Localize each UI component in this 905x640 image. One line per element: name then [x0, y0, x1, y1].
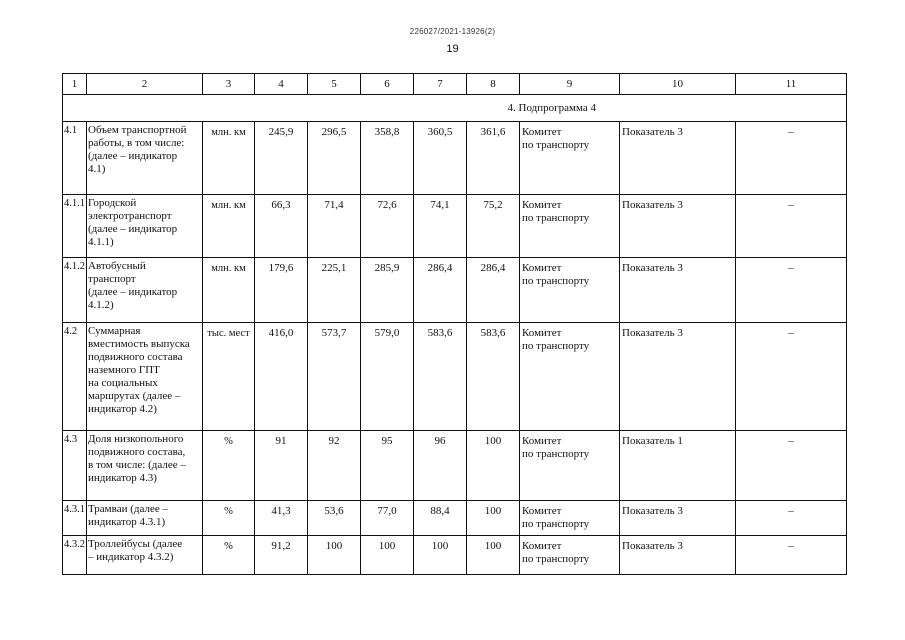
row-code: 4.3.1 — [63, 501, 87, 536]
executor-line: по транспорту — [522, 518, 590, 530]
executor-line: Комитет — [522, 327, 562, 339]
indicator-name-line: в том числе: (далее – — [88, 459, 186, 471]
indicator-name-line: индикатор 4.3) — [88, 472, 157, 484]
header-row — [63, 74, 847, 95]
executor-line: Комитет — [522, 126, 562, 138]
page-number: 19 — [446, 43, 459, 55]
value-cell-8: 361,6 — [467, 122, 520, 195]
indicator-name-line: 4.1) — [88, 163, 106, 175]
table-row — [63, 536, 847, 575]
value-cell-5: 573,7 — [308, 323, 361, 431]
value-cell-7: 96 — [414, 431, 467, 501]
value-cell-8: 100 — [467, 536, 520, 575]
indicator-name-line: – индикатор 4.3.2) — [88, 551, 174, 563]
value-cell-5: 100 — [308, 536, 361, 575]
indicator-name-line: Троллейбусы (далее — [88, 538, 183, 550]
value-cell-6: 579,0 — [361, 323, 414, 431]
document-number: 226027/2021-13926(2) — [409, 27, 496, 36]
indicator-name-line: Объем транспортной — [88, 124, 187, 136]
row-code: 4.1.2 — [63, 258, 87, 323]
table-row — [63, 323, 847, 431]
value-cell-4: 416,0 — [255, 323, 308, 431]
indicator-name — [87, 258, 203, 323]
subprogram-row — [63, 95, 847, 122]
column-header: 10 — [620, 74, 736, 95]
column-header: 3 — [203, 74, 255, 95]
indicator-name-line: маршрутах (далее – — [88, 390, 181, 402]
column-11-cell: – — [736, 536, 847, 575]
value-cell-7: 583,6 — [414, 323, 467, 431]
value-cell-8: 100 — [467, 431, 520, 501]
row-code: 4.3 — [63, 431, 87, 501]
executor-line: Комитет — [522, 262, 562, 274]
indicator-name-line: транспорт — [88, 273, 136, 285]
indicator-name-line: (далее – индикатор — [88, 223, 178, 235]
executor-cell — [520, 195, 620, 258]
value-cell-5: 296,5 — [308, 122, 361, 195]
column-11-cell: – — [736, 501, 847, 536]
value-cell-5: 92 — [308, 431, 361, 501]
indicator-name-line: подвижного состава — [88, 351, 183, 363]
indicator-link-cell: Показатель 3 — [620, 195, 736, 258]
column-11-cell: – — [736, 122, 847, 195]
indicator-name-line: Городской — [88, 197, 137, 209]
value-cell-7: 100 — [414, 536, 467, 575]
executor-line: Комитет — [522, 199, 562, 211]
row-code: 4.2 — [63, 323, 87, 431]
column-header: 8 — [467, 74, 520, 95]
row-code: 4.1 — [63, 122, 87, 195]
row-code: 4.3.2 — [63, 536, 87, 575]
column-11-cell: – — [736, 431, 847, 501]
executor-cell — [520, 536, 620, 575]
value-cell-4: 91 — [255, 431, 308, 501]
indicator-link-cell: Показатель 3 — [620, 323, 736, 431]
value-cell-7: 74,1 — [414, 195, 467, 258]
column-header: 2 — [87, 74, 203, 95]
indicator-name — [87, 323, 203, 431]
indicator-name-line: работы, в том числе: — [88, 137, 185, 149]
indicator-name — [87, 536, 203, 575]
indicator-name-line: индикатор 4.3.1) — [88, 516, 166, 528]
unit-cell: % — [203, 431, 255, 501]
executor-cell — [520, 501, 620, 536]
value-cell-4: 91,2 — [255, 536, 308, 575]
value-cell-8: 583,6 — [467, 323, 520, 431]
executor-cell — [520, 431, 620, 501]
unit-cell: % — [203, 501, 255, 536]
value-cell-6: 100 — [361, 536, 414, 575]
executor-line: по транспорту — [522, 448, 590, 460]
unit-cell: млн. км — [203, 122, 255, 195]
indicator-name-line: (далее – индикатор — [88, 150, 178, 162]
indicator-name-line: 4.1.2) — [88, 299, 114, 311]
indicator-link-cell: Показатель 3 — [620, 536, 736, 575]
column-header: 7 — [414, 74, 467, 95]
indicator-name-line: (далее – индикатор — [88, 286, 178, 298]
value-cell-4: 41,3 — [255, 501, 308, 536]
indicator-name — [87, 431, 203, 501]
column-11-cell: – — [736, 323, 847, 431]
unit-cell: тыс. мест — [203, 323, 255, 431]
indicator-name-line: индикатор 4.2) — [88, 403, 157, 415]
value-cell-8: 75,2 — [467, 195, 520, 258]
column-header: 5 — [308, 74, 361, 95]
executor-line: по транспорту — [522, 340, 590, 352]
indicators-table — [62, 73, 847, 575]
row-code: 4.1.1 — [63, 195, 87, 258]
indicator-name — [87, 501, 203, 536]
value-cell-4: 245,9 — [255, 122, 308, 195]
indicator-name-line: Трамваи (далее – — [88, 503, 168, 515]
executor-line: по транспорту — [522, 275, 590, 287]
executor-cell — [520, 258, 620, 323]
indicator-name-line: наземного ГПТ — [88, 364, 160, 376]
value-cell-7: 286,4 — [414, 258, 467, 323]
executor-cell — [520, 122, 620, 195]
subprogram-title: 4. Подпрограмма 4 — [63, 95, 847, 122]
value-cell-6: 285,9 — [361, 258, 414, 323]
column-11-cell: – — [736, 258, 847, 323]
column-header: 1 — [63, 74, 87, 95]
unit-cell: % — [203, 536, 255, 575]
value-cell-5: 71,4 — [308, 195, 361, 258]
value-cell-8: 286,4 — [467, 258, 520, 323]
value-cell-4: 179,6 — [255, 258, 308, 323]
indicator-link-cell: Показатель 1 — [620, 431, 736, 501]
value-cell-7: 88,4 — [414, 501, 467, 536]
executor-line: Комитет — [522, 505, 562, 517]
unit-cell: млн. км — [203, 195, 255, 258]
value-cell-6: 72,6 — [361, 195, 414, 258]
indicator-name-line: Суммарная — [88, 325, 141, 337]
executor-line: по транспорту — [522, 553, 590, 565]
table-row — [63, 195, 847, 258]
executor-cell — [520, 323, 620, 431]
column-11-cell: – — [736, 195, 847, 258]
value-cell-7: 360,5 — [414, 122, 467, 195]
indicator-name — [87, 195, 203, 258]
value-cell-5: 225,1 — [308, 258, 361, 323]
indicator-link-cell: Показатель 3 — [620, 501, 736, 536]
column-header: 6 — [361, 74, 414, 95]
indicator-name-line: 4.1.1) — [88, 236, 114, 248]
indicator-name-line: подвижного состава, — [88, 446, 186, 458]
indicator-link-cell: Показатель 3 — [620, 258, 736, 323]
indicator-link-cell: Показатель 3 — [620, 122, 736, 195]
table-row — [63, 258, 847, 323]
value-cell-6: 358,8 — [361, 122, 414, 195]
column-header: 11 — [736, 74, 847, 95]
unit-cell: млн. км — [203, 258, 255, 323]
indicator-name-line: вместимость выпуска — [88, 338, 190, 350]
indicator-name-line: Доля низкопольного — [88, 433, 184, 445]
executor-line: Комитет — [522, 540, 562, 552]
executor-line: по транспорту — [522, 212, 590, 224]
value-cell-5: 53,6 — [308, 501, 361, 536]
indicator-name-line: Автобусный — [88, 260, 146, 272]
column-header: 9 — [520, 74, 620, 95]
column-header: 4 — [255, 74, 308, 95]
executor-line: Комитет — [522, 435, 562, 447]
table-row — [63, 122, 847, 195]
value-cell-8: 100 — [467, 501, 520, 536]
indicator-name-line: на социальных — [88, 377, 158, 389]
table-row — [63, 501, 847, 536]
value-cell-6: 77,0 — [361, 501, 414, 536]
executor-line: по транспорту — [522, 139, 590, 151]
value-cell-4: 66,3 — [255, 195, 308, 258]
indicator-name-line: электротранспорт — [88, 210, 172, 222]
table-row — [63, 431, 847, 501]
indicator-name — [87, 122, 203, 195]
value-cell-6: 95 — [361, 431, 414, 501]
